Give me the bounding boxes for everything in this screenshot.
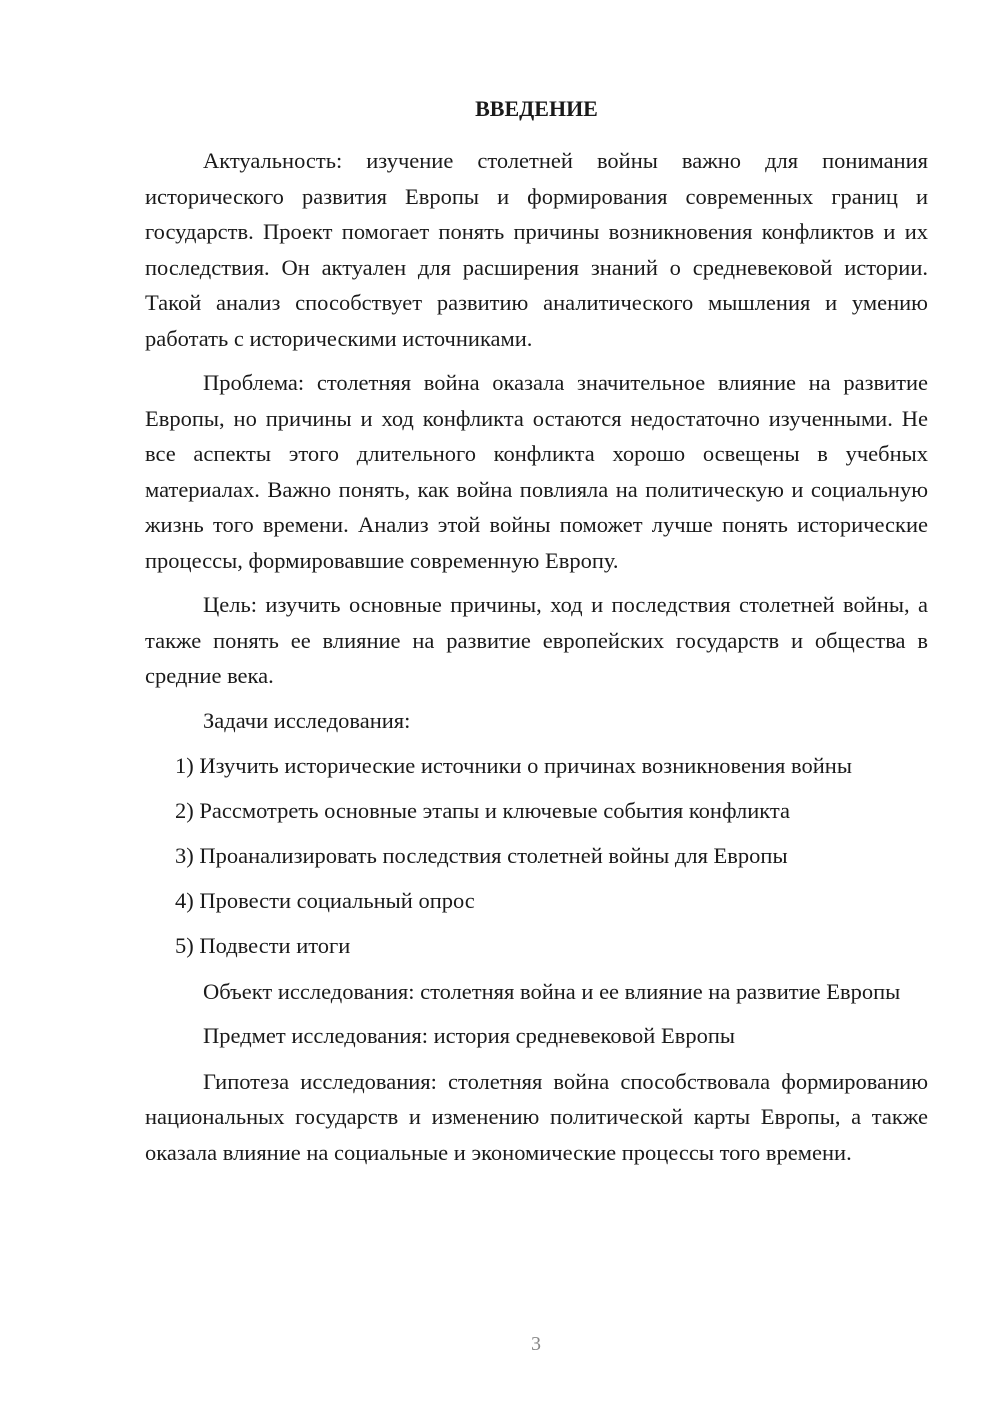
section-title: ВВЕДЕНИЕ [475,96,598,121]
goal-paragraph: Цель: изучить основные причины, ход и последствия столетней войны, а также понять ее влияние на развитие европейских государств и общества в средние века. [145,592,928,688]
page-number: 3 [531,1333,541,1355]
task-item: 3) Проанализировать последствия столетней войны для Европы [175,843,788,868]
task-item: 4) Провести социальный опрос [175,888,475,913]
subject-paragraph: Предмет исследования: история средневековой Европы [203,1023,735,1048]
task-item: 2) Рассмотреть основные этапы и ключевые события конфликта [175,798,790,823]
hypothesis-paragraph: Гипотеза исследования: столетняя война способствовала формированию национальных государств и изменению политической карты Европы, а также оказала влияние на социальные и экономические процессы того времени. [145,1068,928,1165]
object-paragraph: Объект исследования: столетняя война и ее влияние на развитие Европы [203,978,901,1004]
problem-paragraph: Проблема: столетняя война оказала значительное влияние на развитие Европы, но причины и ход конфликта остаются недостаточно изученными. Не все аспекты этого длительного конфликта хорошо освещены в учебных материалах. Важно понять, как война повлияла на политическую и социальную жизнь того времени. Анализ этой войны поможет лучше понять исторические процессы, формировавшие современную Европу. [145,370,928,573]
tasks-list [145,748,928,964]
tasks-heading: Задачи исследования: [203,707,411,733]
task-item: 1) Изучить исторические источники о причинах возникновения войны [175,753,852,778]
relevance-paragraph: Актуальность: изучение столетней войны важно для понимания исторического развития Европы и формирования современных границ и государств. Проект помогает понять причины возникновения конфликтов и их последствия. Он актуален для расширения знаний о средневековой истории. Такой анализ способствует развитию аналитического мышления и умению работать с историческими источниками. [145,148,928,351]
document-page [145,92,928,1179]
task-item: 5) Подвести итоги [175,933,351,958]
